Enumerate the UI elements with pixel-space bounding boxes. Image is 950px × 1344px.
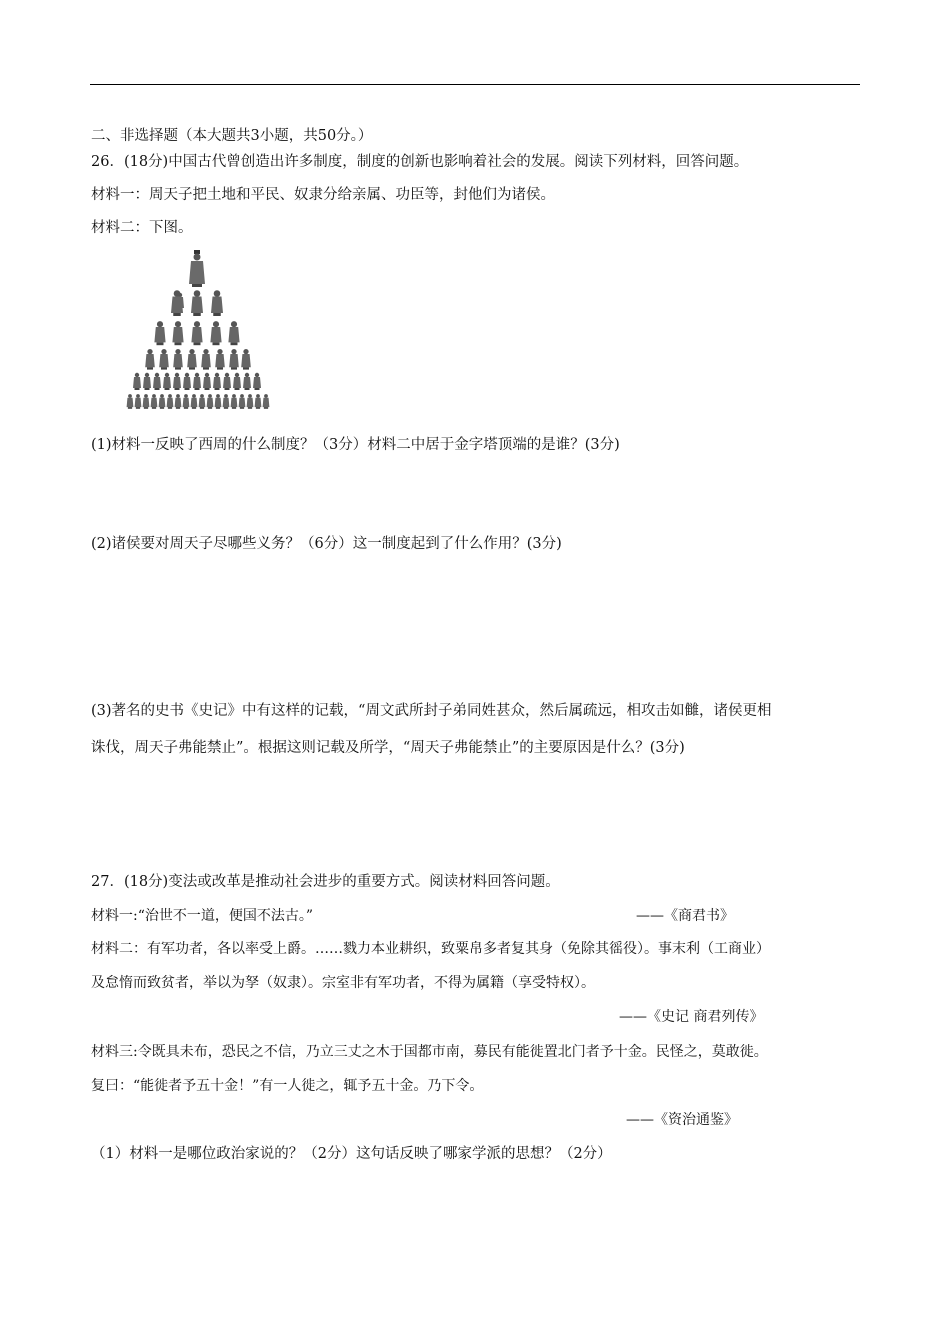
q27-intro: 27．(18分)变法或改革是推动社会进步的重要方式。阅读材料回答问题。 bbox=[91, 874, 560, 890]
q26-intro: 26．(18分)中国古代曾创造出许多制度，制度的创新也影响着社会的发展。阅读下列材料，回答问题。 bbox=[91, 154, 749, 170]
q26-sub3-line1: (3)著名的史书《史记》中有这样的记载，“周文武所封子弟同姓甚众，然后属疏远，相攻击如雠，诸侯更相 bbox=[91, 703, 772, 719]
q27-material3-source: ——《资治通鉴》 bbox=[626, 1112, 738, 1128]
q27-material2-line1: 材料二：有军功者，各以率受上爵。……戮力本业耕织，致粟帛多者复其身（免除其徭役）。事末利（工商业） bbox=[91, 941, 770, 957]
q27-material2-line2: 及怠惰而致贫者，举以为孥（奴隶）。宗室非有军功者，不得为属籍（享受特权）。 bbox=[91, 975, 595, 991]
pyramid-of-figures-icon bbox=[122, 246, 272, 414]
section-heading: 二、非选择题（本大题共3小题，共50分。） bbox=[91, 128, 373, 144]
q27-material1-source: ——《商君书》 bbox=[636, 908, 734, 924]
q27-material3-line1: 材料三:令既具未布，恐民之不信，乃立三丈之木于国都市南，募民有能徙置北门者予十金。民怪之，莫敢徙。 bbox=[91, 1044, 768, 1060]
q26-sub1: (1)材料一反映了西周的什么制度？（3分）材料二中居于金字塔顶端的是谁？(3分) bbox=[91, 437, 620, 453]
q26-sub3-line2: 诛伐，周天子弗能禁止”。根据这则记载及所学，“周天子弗能禁止”的主要原因是什么？(3分) bbox=[91, 740, 685, 756]
q27-material3-line2: 复曰：“能徙者予五十金！”有一人徙之，辄予五十金。乃下令。 bbox=[91, 1078, 484, 1094]
q27-material1: 材料一:“治世不一道，便国不法古。” bbox=[91, 908, 314, 924]
q27-sub1: （1）材料一是哪位政治家说的？（2分）这句话反映了哪家学派的思想？（2分） bbox=[91, 1146, 612, 1162]
header-rule bbox=[90, 84, 860, 85]
q26-material2: 材料二：下图。 bbox=[91, 220, 193, 236]
q27-material2-source: ——《史记 商君列传》 bbox=[619, 1009, 764, 1025]
q26-material1: 材料一：周天子把土地和平民、奴隶分给亲属、功臣等，封他们为诸侯。 bbox=[91, 187, 555, 203]
q26-sub2: (2)诸侯要对周天子尽哪些义务？（6分）这一制度起到了什么作用？(3分) bbox=[91, 536, 562, 552]
